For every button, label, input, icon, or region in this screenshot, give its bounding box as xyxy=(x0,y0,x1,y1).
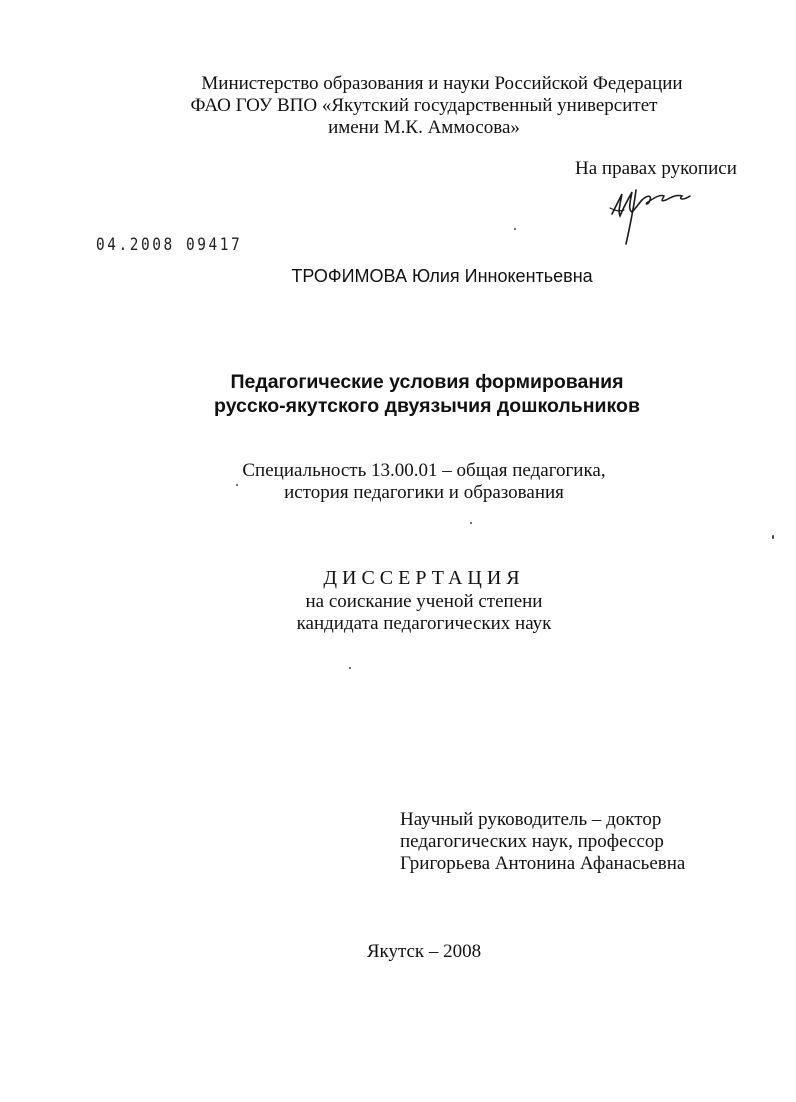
ministry-name: Министерство образования и науки Российской Федерации xyxy=(201,73,683,94)
university-name: имени М.К. Аммосова» xyxy=(328,117,520,138)
scan-speck xyxy=(514,228,516,230)
dissertation-title-line-2: русско-якутского двуязычия дошкольников xyxy=(214,395,640,417)
degree-line-2: кандидата педагогических наук xyxy=(296,613,552,634)
dissertation-heading: ДИССЕРТАЦИЯ xyxy=(323,567,525,589)
stamp-number: 04.2008 09417 xyxy=(96,235,243,255)
dissertation-title-line-1: Педагогические условия формирования xyxy=(230,371,624,393)
specialty-line-1: Специальность 13.00.01 – общая педагогика, xyxy=(242,460,606,481)
supervisor-line-1: Научный руководитель – доктор xyxy=(400,809,662,830)
university-line: ФАО ГОУ ВПО «Якутский государственный университет xyxy=(190,95,658,116)
specialty-line-2: история педагогики и образования xyxy=(284,482,564,503)
city-year: Якутск – 2008 xyxy=(366,941,482,962)
scan-speck xyxy=(349,667,351,669)
signature-icon xyxy=(606,186,696,248)
scan-speck xyxy=(236,484,238,486)
supervisor-line-2: педагогических наук, профессор xyxy=(400,831,664,852)
author-name: ТРОФИМОВА Юлия Иннокентьевна xyxy=(291,266,593,286)
supervisor-name: Григорьева Антонина Афанасьевна xyxy=(400,853,686,874)
degree-line-1: на соискание ученой степени xyxy=(305,591,543,612)
scan-speck xyxy=(470,522,472,524)
manuscript-note: На правах рукописи xyxy=(575,158,737,179)
scan-speck xyxy=(772,535,774,539)
